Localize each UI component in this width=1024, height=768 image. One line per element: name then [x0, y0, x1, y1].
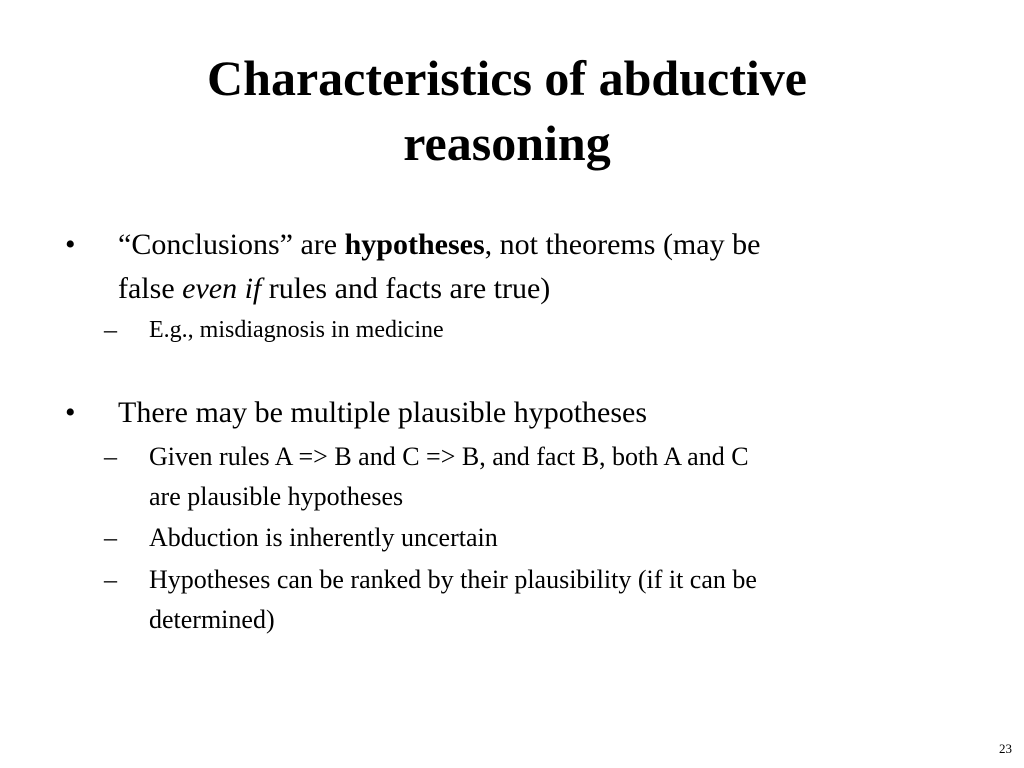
title-line-2: reasoning	[403, 115, 611, 171]
sub-bullet-text	[149, 560, 969, 640]
bullet-text	[118, 223, 948, 311]
sub-bullet-text: E.g., misdiagnosis in medicine	[149, 317, 444, 343]
sub-bullet-line-2: are plausible hypotheses	[149, 482, 404, 511]
sub-bullet-marker: –	[104, 315, 117, 344]
bullet-line-2	[118, 267, 948, 311]
sub-bullet-line-2: determined)	[149, 605, 275, 634]
bullet-marker: •	[65, 228, 76, 261]
bullet-text: There may be multiple plausible hypotheses	[118, 396, 648, 429]
sub-bullet-marker: –	[104, 523, 117, 552]
title-line-1: Characteristics of abductive	[207, 50, 807, 106]
sub-bullet-marker: –	[104, 565, 117, 594]
bullet-text-line2-post: rules and facts are true)	[261, 272, 551, 305]
bullet-text-italic: even if	[182, 272, 262, 305]
sub-bullet-text	[149, 518, 969, 558]
page-number: 23	[999, 741, 1012, 756]
sub-bullet-line-1: Given rules A => B and C => B, and fact B, both A and C	[149, 442, 749, 471]
sub-bullet-text	[149, 437, 969, 517]
bullet-text-bold: hypotheses	[344, 228, 485, 261]
bullet-text-mid: , not theorems (may be	[484, 228, 761, 261]
bullet-text-pre: “Conclusions” are	[118, 228, 345, 261]
bullet-line-1	[118, 223, 948, 267]
sub-bullet-line-1: Hypotheses can be ranked by their plausibility (if it can be	[149, 565, 757, 594]
bullet-marker: •	[65, 396, 76, 429]
bullet-text-line2-pre: false	[118, 272, 183, 305]
sub-bullet-line-1: Abduction is inherently uncertain	[149, 523, 498, 552]
sub-bullet-marker: –	[104, 442, 117, 471]
